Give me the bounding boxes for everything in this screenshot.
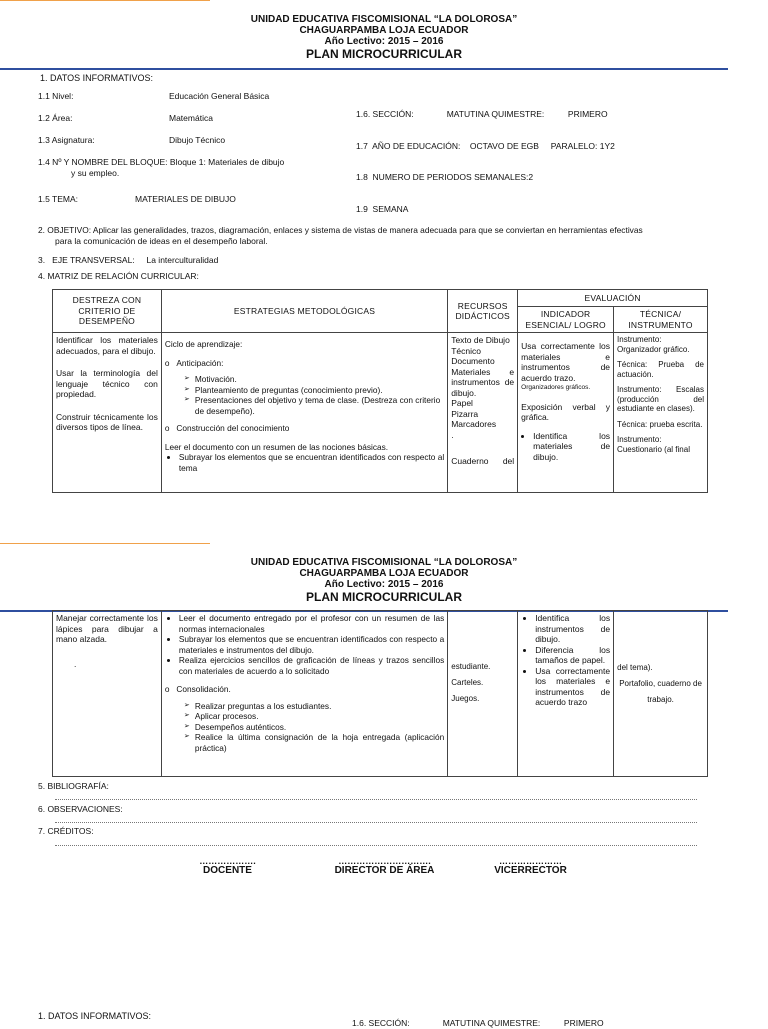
construccion-text: Construcción del conocimiento (176, 423, 290, 433)
tecnica-item: Técnica: prueba escrita. (617, 419, 703, 429)
objetivo-line1: 2. OBJETIVO: Aplicar las generalidades, trazos, diagramación, enlaces y sistema de vistas de manera adecuada para que se conviertan en herramientas efectivas (38, 225, 643, 235)
estrategias-cell (161, 611, 447, 777)
cons-item: ➢ Desempeños auténticos. (195, 722, 444, 733)
page-title: PLAN MICROCURRICULAR (306, 590, 462, 604)
consolidacion-label: o Consolidación. (164, 684, 231, 694)
header-indicador: INDICADOR ESENCIAL/ LOGRO (518, 307, 614, 333)
cons-item: ➢ Aplicar procesos. (195, 711, 444, 722)
header-estrategias: ESTRATEGIAS METODOLÓGICAS (161, 290, 447, 333)
recursos-cell (448, 611, 518, 777)
right-info (356, 88, 656, 225)
recurso-item: Documento (451, 356, 495, 366)
signature-line: …………………………. (338, 856, 431, 866)
left-info-labels (38, 91, 338, 157)
subrayar-text: • Subrayar los elementos que se encuentran identificados con respecto al tema (179, 452, 444, 473)
bibliografia-label: 5. BIBLIOGRAFÍA: (38, 781, 109, 791)
destreza-item: Usar la terminología del lenguaje técnico con propiedad. (56, 368, 158, 399)
tecnica-item: Portafolio, cuaderno de trabajo. (619, 679, 702, 704)
antic-item: ➢ Planteamiento de preguntas (conocimiento previo). (195, 385, 444, 396)
destreza-cell (53, 333, 162, 493)
recurso-item: Marcadores (451, 419, 497, 429)
recurso-item: . (451, 429, 454, 440)
bloque-line (38, 157, 284, 178)
indicador-item: Usa correctamente los materiales e instrumentos de acuerdo trazo. (521, 341, 611, 383)
anticipacion-text: Anticipación: (176, 357, 224, 368)
tecnica-cell (614, 333, 708, 493)
signature-director (322, 857, 447, 876)
bibliografia-dotted-line (55, 799, 697, 800)
matriz-title: 4. MATRIZ DE RELACIÓN CURRICULAR: (38, 271, 199, 281)
recurso-item: Juegos. (451, 694, 480, 703)
leer-text: Leer el documento con un resumen de las nociones básicas. (164, 441, 389, 452)
indicador-cell (518, 333, 614, 493)
signature-docente (190, 857, 265, 876)
tema-label: 1.5 TEMA: (38, 194, 78, 204)
school-year: Año Lectivo: 2015 – 2016 (324, 579, 444, 590)
semana-row: 1.9 SEMANA (356, 203, 409, 214)
area-value: Matemática (169, 113, 213, 123)
bloque-text: 1.4 Nº Y NOMBRE DEL BLOQUE: Bloque 1: Materiales de dibujo (38, 157, 285, 167)
page3-seccion-row: 1.6. SECCIÓN: MATUTINA QUIMESTRE: PRIMERO (352, 1018, 604, 1028)
tecnica-item: Instrumento: Cuestionario (al final (617, 435, 690, 454)
periodos-row: 1.8 NUMERO DE PERIODOS SEMANALES:2 (356, 172, 534, 182)
indicador-item: Exposición verbal y gráfica. (521, 401, 611, 422)
signature-vicerrector (483, 857, 578, 876)
estrategias-cell (161, 333, 447, 493)
creditos-label: 7. CRÉDITOS: (38, 826, 94, 836)
bloque-text-cont: y su empleo. (71, 167, 120, 178)
curricular-matrix-table-cont (52, 610, 708, 777)
indicador-small: Organizadores gráficos. (521, 384, 591, 391)
page3-datos-title: 1. DATOS INFORMATIVOS: (38, 1011, 152, 1021)
observaciones-dotted-line (55, 822, 697, 823)
signature-label-vicerrector: VICERRECTOR (494, 865, 567, 876)
cons-item: ➢ Realizar preguntas a los estudiantes. (195, 701, 444, 712)
page-top-orange-rule (0, 0, 210, 1)
tecnica-item: Técnica: Prueba de actuación. (617, 360, 704, 379)
signature-line: ………………. (199, 856, 256, 866)
header-evaluacion: EVALUACIÓN (518, 290, 708, 307)
page1-header (0, 14, 768, 61)
seccion-row: 1.6. SECCIÓN: MATUTINA QUIMESTRE: PRIMERO (356, 109, 608, 119)
recurso-item: Texto de Dibujo Técnico (451, 335, 510, 356)
header-destreza: DESTREZA CON CRITERIO DE DESEMPEÑO (53, 290, 162, 333)
school-location: CHAGUARPAMBA LOJA ECUADOR (299, 25, 469, 36)
tecnica-cell (614, 611, 708, 777)
destreza-cell (53, 611, 162, 777)
signature-line: ………………… (499, 856, 562, 866)
recursos-cell (448, 333, 518, 493)
school-name: UNIDAD EDUCATIVA FISCOMISIONAL “LA DOLOROSA” (250, 14, 518, 25)
page2-header (0, 557, 768, 604)
nivel-label: 1.1 Nivel: (38, 91, 74, 101)
tecnica-item: Instrumento: Organizador gráfico. (617, 335, 690, 354)
tecnica-item: del tema). (617, 663, 653, 672)
header-recursos: RECURSOS DIDÁCTICOS (448, 290, 518, 333)
indicador-cell (518, 611, 614, 777)
signature-label-docente: DOCENTE (203, 865, 252, 876)
antic-item: ➢ Motivación. (195, 374, 444, 385)
objetivo (38, 225, 728, 246)
school-name: UNIDAD EDUCATIVA FISCOMISIONAL “LA DOLOROSA” (250, 557, 518, 568)
destreza-dot: . (74, 658, 77, 669)
est-item: • Realiza ejercicios sencillos de graficación de líneas y trazos sencillos con materiales de acuerdo a lo solicitado (179, 655, 444, 676)
destreza-item: Manejar correctamente los lápices para dibujar a mano alzada. (56, 613, 158, 644)
header-blue-rule (0, 68, 728, 70)
antic-item: ➢ Presentaciones del objetivo y tema de clase. (Destreza con criterio de desempeño). (195, 395, 444, 416)
nivel-value: Educación General Básica (169, 91, 270, 101)
eje-transversal: 3. EJE TRANSVERSAL: La interculturalidad (38, 255, 219, 265)
asignatura-label: 1.3 Asignatura: (38, 135, 95, 145)
datos-informativos-title: 1. DATOS INFORMATIVOS: (40, 73, 154, 83)
curricular-matrix-table (52, 289, 708, 493)
anticipacion-label: o Anticipación: (164, 357, 224, 368)
anio-row: 1.7 AÑO DE EDUCACIÓN: OCTAVO DE EGB PARALELO: 1Y2 (356, 140, 615, 151)
school-year: Año Lectivo: 2015 – 2016 (324, 36, 444, 47)
recurso-item: Pizarra (451, 408, 479, 419)
est-item: • Leer el documento entregado por el profesor con un resumen de las normas internacionales (179, 613, 444, 634)
recurso-item: Carteles. (451, 678, 484, 687)
recurso-item: Cuaderno del (451, 456, 515, 466)
cons-item: ➢ Realice la última consignación de la hoja entregada (aplicación práctica) (195, 732, 444, 753)
indicador-item: • Identifica los instrumentos de dibujo. (535, 613, 610, 645)
signature-label-director: DIRECTOR DE ÁREA (334, 865, 435, 876)
est-item: • Subrayar los elementos que se encuentran identificados con respecto a materiales e instrumentos del dibujo. (179, 634, 444, 655)
destreza-item: Construir técnicamente los diversos tipos de línea. (56, 411, 158, 432)
objetivo-line2: para la comunicación de ideas en el desempeño laboral. (55, 235, 268, 246)
tema-value: MATERIALES DE DIBUJO (135, 194, 236, 204)
observaciones-label: 6. OBSERVACIONES: (38, 804, 123, 814)
asignatura-value: Dibujo Técnico (169, 135, 226, 145)
ciclo-label: Ciclo de aprendizaje: (164, 339, 243, 349)
recurso-item: estudiante. (451, 662, 491, 671)
indicador-item: • Identifica los materiales de dibujo. (533, 431, 610, 463)
page2-orange-rule (0, 543, 210, 544)
consolidacion-text: Consolidación. (176, 684, 231, 694)
tema-row (38, 194, 236, 205)
header-tecnica: TÉCNICA/ INSTRUMENTO (614, 307, 708, 333)
recurso-item: Materiales e instrumentos de dibujo. (451, 366, 515, 398)
indicador-item: • Usa correctamente los materiales e instrumentos de acuerdo trazo (535, 666, 610, 708)
destreza-item: Identificar los materiales adecuados, para el dibujo. (56, 335, 158, 356)
tecnica-item: Instrumento: Escalas (producción del estudiante en clases). (617, 385, 704, 413)
page-title: PLAN MICROCURRICULAR (306, 47, 462, 61)
recurso-item: Papel (451, 398, 473, 408)
construccion-label: o Construcción del conocimiento (164, 423, 290, 433)
area-label: 1.2 Área: (38, 113, 73, 123)
indicador-item: • Diferencia los tamaños de papel. (535, 645, 610, 666)
creditos-dotted-line (55, 845, 697, 846)
school-location: CHAGUARPAMBA LOJA ECUADOR (299, 568, 469, 579)
